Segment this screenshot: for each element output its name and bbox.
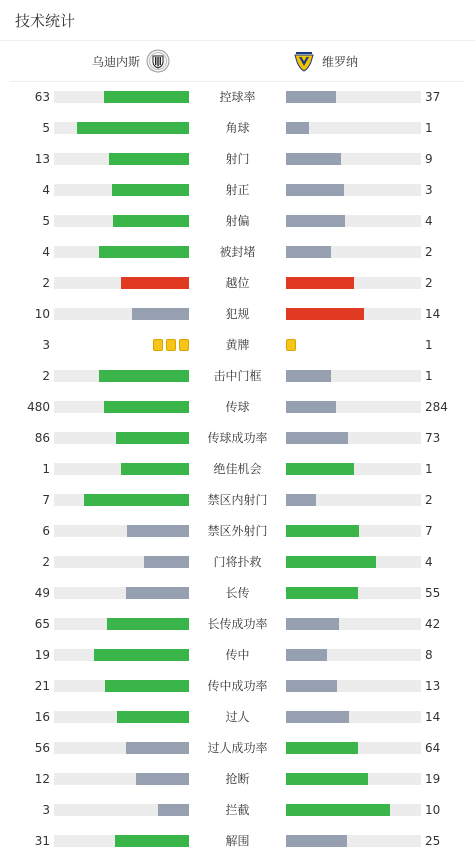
stat-row bbox=[0, 242, 475, 262]
stat-home-value: 2 bbox=[42, 276, 50, 290]
stat-home-value: 10 bbox=[34, 307, 50, 321]
stat-away-value: 10 bbox=[425, 803, 441, 817]
stat-label: 拦截 bbox=[225, 803, 250, 817]
stat-away-bar-track bbox=[286, 277, 421, 289]
stat-home-bar-track bbox=[54, 401, 189, 413]
stat-home-bar-track bbox=[54, 184, 189, 196]
stat-away-bar bbox=[286, 680, 337, 692]
stat-away-bar-track bbox=[286, 773, 421, 785]
stat-row bbox=[0, 180, 475, 200]
stat-away-value: 55 bbox=[425, 586, 441, 600]
stat-home-value: 1 bbox=[42, 462, 50, 476]
away-team[interactable] bbox=[292, 48, 358, 74]
stat-label: 射正 bbox=[225, 183, 250, 197]
stat-home-bar-track bbox=[54, 556, 189, 568]
stat-home-value: 12 bbox=[34, 772, 50, 786]
stat-home-bar-track bbox=[54, 618, 189, 630]
stat-home-bar bbox=[121, 463, 189, 475]
stat-label: 解围 bbox=[225, 834, 250, 848]
stat-away-value: 2 bbox=[425, 245, 433, 259]
stat-home-bar bbox=[99, 246, 189, 258]
yellow-card-icon bbox=[153, 339, 163, 351]
stat-away-bar bbox=[286, 525, 359, 537]
stat-home-value: 19 bbox=[34, 648, 50, 662]
stat-away-bar bbox=[286, 401, 336, 413]
stat-home-value: 86 bbox=[34, 431, 50, 445]
stat-away-bar-track bbox=[286, 742, 421, 754]
stat-home-bar bbox=[144, 556, 189, 568]
stat-home-bar bbox=[117, 711, 189, 723]
stat-home-value: 3 bbox=[42, 338, 50, 352]
stat-label: 过人成功率 bbox=[207, 741, 268, 755]
stat-away-bar-track bbox=[286, 494, 421, 506]
stat-home-bar bbox=[112, 184, 189, 196]
stat-home-bar-track bbox=[54, 649, 189, 661]
stat-home-value: 5 bbox=[42, 214, 50, 228]
stat-home-bar bbox=[105, 680, 189, 692]
stat-row bbox=[0, 800, 475, 820]
stat-label: 传中成功率 bbox=[207, 679, 268, 693]
stat-home-bar bbox=[113, 215, 189, 227]
stat-label: 犯规 bbox=[225, 307, 250, 321]
stat-label: 被封堵 bbox=[219, 245, 256, 259]
stat-home-bar bbox=[132, 308, 189, 320]
stat-home-value: 16 bbox=[34, 710, 50, 724]
stat-row bbox=[0, 738, 475, 758]
stat-home-bar-track bbox=[54, 835, 189, 847]
stat-home-bar-track bbox=[54, 525, 189, 537]
stat-label: 传球成功率 bbox=[207, 431, 268, 445]
stat-row bbox=[0, 676, 475, 696]
home-team-name: 乌迪内斯 bbox=[91, 54, 140, 69]
stat-home-value: 65 bbox=[34, 617, 50, 631]
stat-row bbox=[0, 707, 475, 727]
stat-away-bar-track bbox=[286, 680, 421, 692]
stat-away-value: 1 bbox=[425, 338, 433, 352]
stat-away-bar-track bbox=[286, 153, 421, 165]
stat-away-bar bbox=[286, 370, 331, 382]
stat-label: 击中门框 bbox=[213, 369, 262, 383]
stat-away-bar bbox=[286, 308, 364, 320]
stat-home-value: 480 bbox=[27, 400, 50, 414]
stat-away-bar bbox=[286, 618, 339, 630]
stat-row bbox=[0, 397, 475, 417]
stat-label: 抢断 bbox=[225, 772, 250, 786]
page-title: 技术统计 bbox=[15, 11, 76, 30]
stat-home-bar-track bbox=[54, 246, 189, 258]
stat-home-bar-track bbox=[54, 587, 189, 599]
stat-home-bar-track bbox=[54, 711, 189, 723]
stat-home-bar-track bbox=[54, 804, 189, 816]
stat-home-bar bbox=[104, 91, 189, 103]
stat-away-bar bbox=[286, 122, 309, 134]
home-team[interactable] bbox=[92, 48, 170, 74]
stat-label: 过人 bbox=[225, 710, 250, 724]
stat-away-value: 284 bbox=[425, 400, 448, 414]
stat-away-bar bbox=[286, 432, 348, 444]
stat-home-bar-track bbox=[54, 308, 189, 320]
yellow-card-icon bbox=[179, 339, 189, 351]
stat-label: 控球率 bbox=[219, 90, 256, 104]
stat-away-value: 7 bbox=[425, 524, 433, 538]
stat-row bbox=[0, 273, 475, 293]
stat-away-value: 37 bbox=[425, 90, 441, 104]
stat-row bbox=[0, 831, 475, 851]
stat-home-value: 31 bbox=[34, 834, 50, 848]
stat-away-value: 2 bbox=[425, 493, 433, 507]
stat-away-value: 8 bbox=[425, 648, 433, 662]
stat-away-value: 1 bbox=[425, 462, 433, 476]
stat-away-value: 14 bbox=[425, 307, 441, 321]
stat-away-bar bbox=[286, 804, 390, 816]
stat-away-bar bbox=[286, 494, 316, 506]
stat-row bbox=[0, 521, 475, 541]
stat-label: 射门 bbox=[225, 152, 250, 166]
stat-home-bar bbox=[126, 742, 189, 754]
stat-away-bar-track bbox=[286, 401, 421, 413]
stat-home-value: 4 bbox=[42, 245, 50, 259]
stat-away-value: 1 bbox=[425, 121, 433, 135]
yellow-card-icon bbox=[166, 339, 176, 351]
stat-home-bar-track bbox=[54, 91, 189, 103]
away-team-name: 维罗纳 bbox=[322, 54, 359, 69]
stat-home-bar bbox=[109, 153, 189, 165]
stat-away-bar-track bbox=[286, 525, 421, 537]
stat-away-value: 13 bbox=[425, 679, 441, 693]
stat-home-bar-track bbox=[54, 153, 189, 165]
stat-home-bar bbox=[158, 804, 189, 816]
stat-row bbox=[0, 149, 475, 169]
stat-away-value: 9 bbox=[425, 152, 433, 166]
stat-home-bar bbox=[121, 277, 189, 289]
stat-label: 门将扑救 bbox=[213, 555, 262, 569]
stat-row bbox=[0, 335, 475, 355]
stat-home-value: 63 bbox=[34, 90, 50, 104]
stat-label: 传中 bbox=[225, 648, 250, 662]
stat-away-value: 2 bbox=[425, 276, 433, 290]
stat-home-value: 5 bbox=[42, 121, 50, 135]
stat-away-value: 4 bbox=[425, 214, 433, 228]
stat-row bbox=[0, 769, 475, 789]
stat-away-value: 3 bbox=[425, 183, 433, 197]
home-yellow-cards bbox=[153, 339, 189, 352]
stat-home-value: 56 bbox=[34, 741, 50, 755]
stat-home-bar-track bbox=[54, 463, 189, 475]
page-header bbox=[0, 0, 475, 41]
stat-home-bar bbox=[77, 122, 189, 134]
stat-row bbox=[0, 614, 475, 634]
stat-home-value: 6 bbox=[42, 524, 50, 538]
stat-away-bar bbox=[286, 711, 349, 723]
stat-home-bar-track bbox=[54, 277, 189, 289]
stat-away-bar bbox=[286, 742, 358, 754]
stat-away-bar-track bbox=[286, 370, 421, 382]
stat-away-value: 64 bbox=[425, 741, 441, 755]
stat-label: 传球 bbox=[225, 400, 250, 414]
stat-home-bar bbox=[94, 649, 189, 661]
stat-away-bar-track bbox=[286, 649, 421, 661]
stat-home-bar-track bbox=[54, 432, 189, 444]
stat-home-bar-track bbox=[54, 494, 189, 506]
stat-home-bar bbox=[115, 835, 189, 847]
stat-home-bar bbox=[116, 432, 189, 444]
stat-home-value: 49 bbox=[34, 586, 50, 600]
stat-away-bar bbox=[286, 587, 358, 599]
stat-away-bar-track bbox=[286, 308, 421, 320]
stat-home-bar-track bbox=[54, 122, 189, 134]
stat-row bbox=[0, 118, 475, 138]
stat-away-bar bbox=[286, 463, 354, 475]
stat-home-value: 2 bbox=[42, 555, 50, 569]
stat-row bbox=[0, 211, 475, 231]
stat-away-bar-track bbox=[286, 91, 421, 103]
stat-home-bar-track bbox=[54, 215, 189, 227]
stat-home-bar bbox=[126, 587, 189, 599]
stat-away-bar-track bbox=[286, 432, 421, 444]
stat-away-bar-track bbox=[286, 587, 421, 599]
stat-away-bar-track bbox=[286, 215, 421, 227]
teams-bar bbox=[10, 41, 465, 82]
stat-label: 绝佳机会 bbox=[213, 462, 262, 476]
stat-away-bar-track bbox=[286, 184, 421, 196]
stat-away-bar-track bbox=[286, 835, 421, 847]
stat-away-bar bbox=[286, 649, 327, 661]
stat-row bbox=[0, 428, 475, 448]
stat-away-bar bbox=[286, 556, 376, 568]
stat-row bbox=[0, 645, 475, 665]
stat-label: 黄牌 bbox=[225, 338, 250, 352]
stat-away-bar bbox=[286, 184, 344, 196]
stat-away-bar bbox=[286, 153, 341, 165]
stat-label: 长传成功率 bbox=[207, 617, 268, 631]
stat-home-bar bbox=[136, 773, 189, 785]
stat-away-bar bbox=[286, 773, 368, 785]
stat-home-value: 7 bbox=[42, 493, 50, 507]
away-yellow-cards bbox=[286, 339, 296, 352]
udinese-crest-icon bbox=[146, 49, 170, 73]
stat-home-bar-track bbox=[54, 370, 189, 382]
stat-away-value: 73 bbox=[425, 431, 441, 445]
stat-home-bar bbox=[104, 401, 189, 413]
stat-away-bar-track bbox=[286, 122, 421, 134]
stat-away-value: 25 bbox=[425, 834, 441, 848]
stat-label: 禁区内射门 bbox=[207, 493, 268, 507]
stat-away-bar-track bbox=[286, 711, 421, 723]
stat-home-value: 21 bbox=[34, 679, 50, 693]
stat-label: 长传 bbox=[225, 586, 250, 600]
stat-away-value: 4 bbox=[425, 555, 433, 569]
stat-away-bar-track bbox=[286, 804, 421, 816]
stat-home-bar bbox=[107, 618, 189, 630]
stat-row bbox=[0, 552, 475, 572]
stat-label: 越位 bbox=[225, 276, 250, 290]
stat-home-bar-track bbox=[54, 773, 189, 785]
stat-home-bar bbox=[99, 370, 189, 382]
stat-away-bar-track bbox=[286, 463, 421, 475]
stat-label: 射偏 bbox=[225, 214, 250, 228]
stat-label: 角球 bbox=[225, 121, 250, 135]
stat-home-bar bbox=[127, 525, 189, 537]
stat-home-value: 4 bbox=[42, 183, 50, 197]
stat-row bbox=[0, 490, 475, 510]
stat-home-bar-track bbox=[54, 680, 189, 692]
stat-row bbox=[0, 304, 475, 324]
stat-row bbox=[0, 583, 475, 603]
stat-away-bar-track bbox=[286, 618, 421, 630]
stat-away-value: 42 bbox=[425, 617, 441, 631]
stat-away-bar bbox=[286, 246, 331, 258]
verona-crest-icon bbox=[292, 49, 316, 73]
stat-home-value: 3 bbox=[42, 803, 50, 817]
stat-label: 禁区外射门 bbox=[207, 524, 268, 538]
stat-row bbox=[0, 459, 475, 479]
stat-home-bar-track bbox=[54, 742, 189, 754]
stat-away-value: 19 bbox=[425, 772, 441, 786]
stat-row bbox=[0, 366, 475, 386]
stat-away-bar-track bbox=[286, 556, 421, 568]
yellow-card-icon bbox=[286, 339, 296, 351]
stat-away-bar bbox=[286, 277, 354, 289]
stat-away-bar bbox=[286, 835, 347, 847]
stat-home-bar bbox=[84, 494, 189, 506]
stat-row bbox=[0, 87, 475, 107]
stat-away-bar-track bbox=[286, 246, 421, 258]
stat-away-bar bbox=[286, 91, 336, 103]
stat-home-value: 2 bbox=[42, 369, 50, 383]
stat-away-bar bbox=[286, 215, 345, 227]
stat-away-value: 14 bbox=[425, 710, 441, 724]
stat-away-value: 1 bbox=[425, 369, 433, 383]
stat-home-value: 13 bbox=[34, 152, 50, 166]
